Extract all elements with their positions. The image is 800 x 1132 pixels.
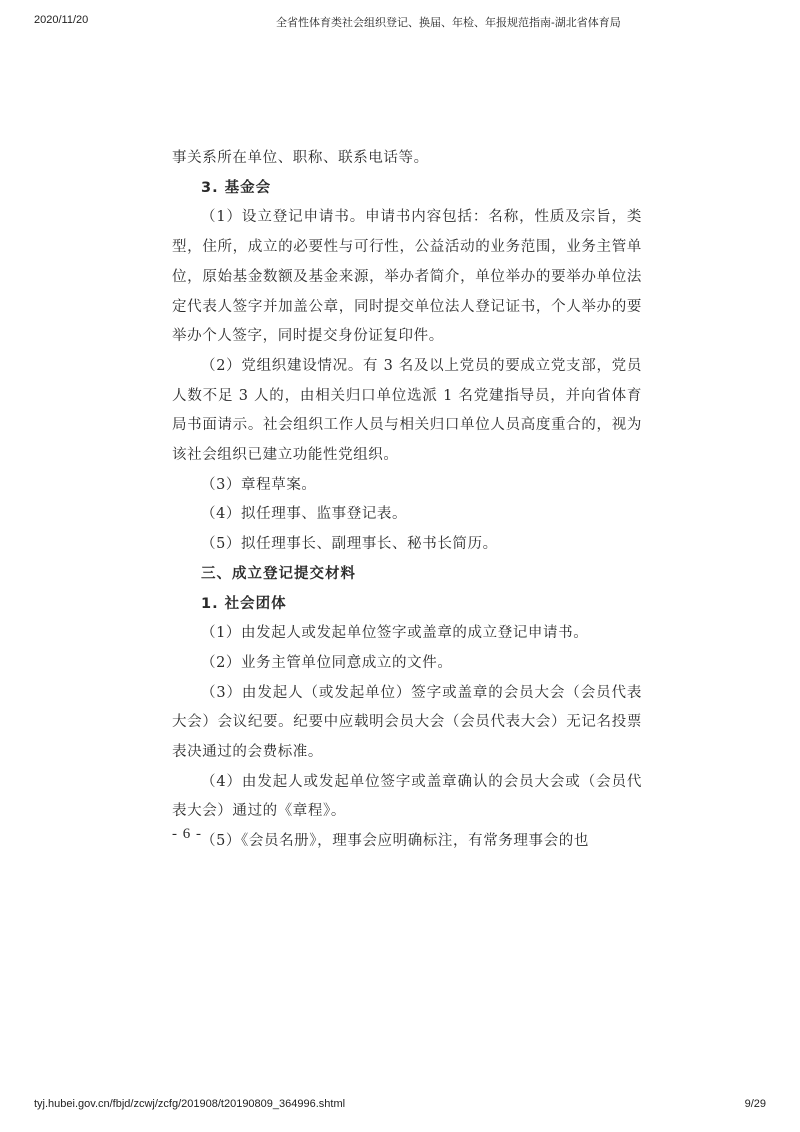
paragraph-material-3: （3）由发起人（或发起单位）签字或盖章的会员大会（会员代表大会）会议纪要。纪要中应载明会员大会（会员代表大会）无记名投票表决通过的会费标准。 xyxy=(172,684,642,761)
heading-foundation: 3. 基金会 xyxy=(201,179,272,196)
paragraph-item-1: （1）设立登记申请书。申请书内容包括：名称，性质及宗旨，类型，住所，成立的必要性与可行性，公益活动的业务范围，业务主管单位，原始基金数额及基金来源，举办者简介，单位举办的要举办单位法定代表人签字并加盖公章，同时提交单位法人登记证书，个人举办的要举办个人签字，同时提交身份证复印件。 xyxy=(172,209,642,345)
paragraph-material-5: （5）《会员名册》，理事会应明确标注，有常务理事会的也 xyxy=(201,833,589,850)
paragraph-material-1: （1）由发起人或发起单位签字或盖章的成立登记申请书。 xyxy=(201,625,589,642)
paragraph-item-2: （2）党组织建设情况。有 3 名及以上党员的要成立党支部，党员人数不足 3 人的，由相关归口单位选派 1 名党建指导员，并向省体育局书面请示。社会组织工作人员与相关归口单位人员高度重合的，视为该社会组织已建立功能性党组织。 xyxy=(172,357,642,464)
paragraph-item-3: （3）章程草案。 xyxy=(201,476,317,493)
paragraph-material-4: （4）由发起人或发起单位签字或盖章确认的会员大会或（会员代表大会）通过的《章程》。 xyxy=(172,773,642,820)
print-page-counter: 9/29 xyxy=(744,1098,766,1110)
print-page-title: 全省性体育类社会组织登记、换届、年检、年报规范指南-湖北省体育局 xyxy=(276,16,621,29)
heading-social-group: 1. 社会团体 xyxy=(201,595,287,612)
document-page-number: - 6 - xyxy=(172,826,202,842)
section-heading-materials: 三、成立登记提交材料 xyxy=(201,565,356,582)
document-body xyxy=(172,144,642,857)
print-date: 2020/11/20 xyxy=(34,14,89,26)
paragraph-continuation: 事关系所在单位、职称、联系电话等。 xyxy=(172,150,429,166)
paragraph-item-4: （4）拟任理事、监事登记表。 xyxy=(201,506,408,523)
paragraph-material-2: （2）业务主管单位同意成立的文件。 xyxy=(201,654,453,671)
paragraph-item-5: （5）拟任理事长、副理事长、秘书长简历。 xyxy=(201,536,498,553)
print-url: tyj.hubei.gov.cn/fbjd/zcwj/zcfg/201908/t20190809_364996.shtml xyxy=(34,1098,346,1110)
